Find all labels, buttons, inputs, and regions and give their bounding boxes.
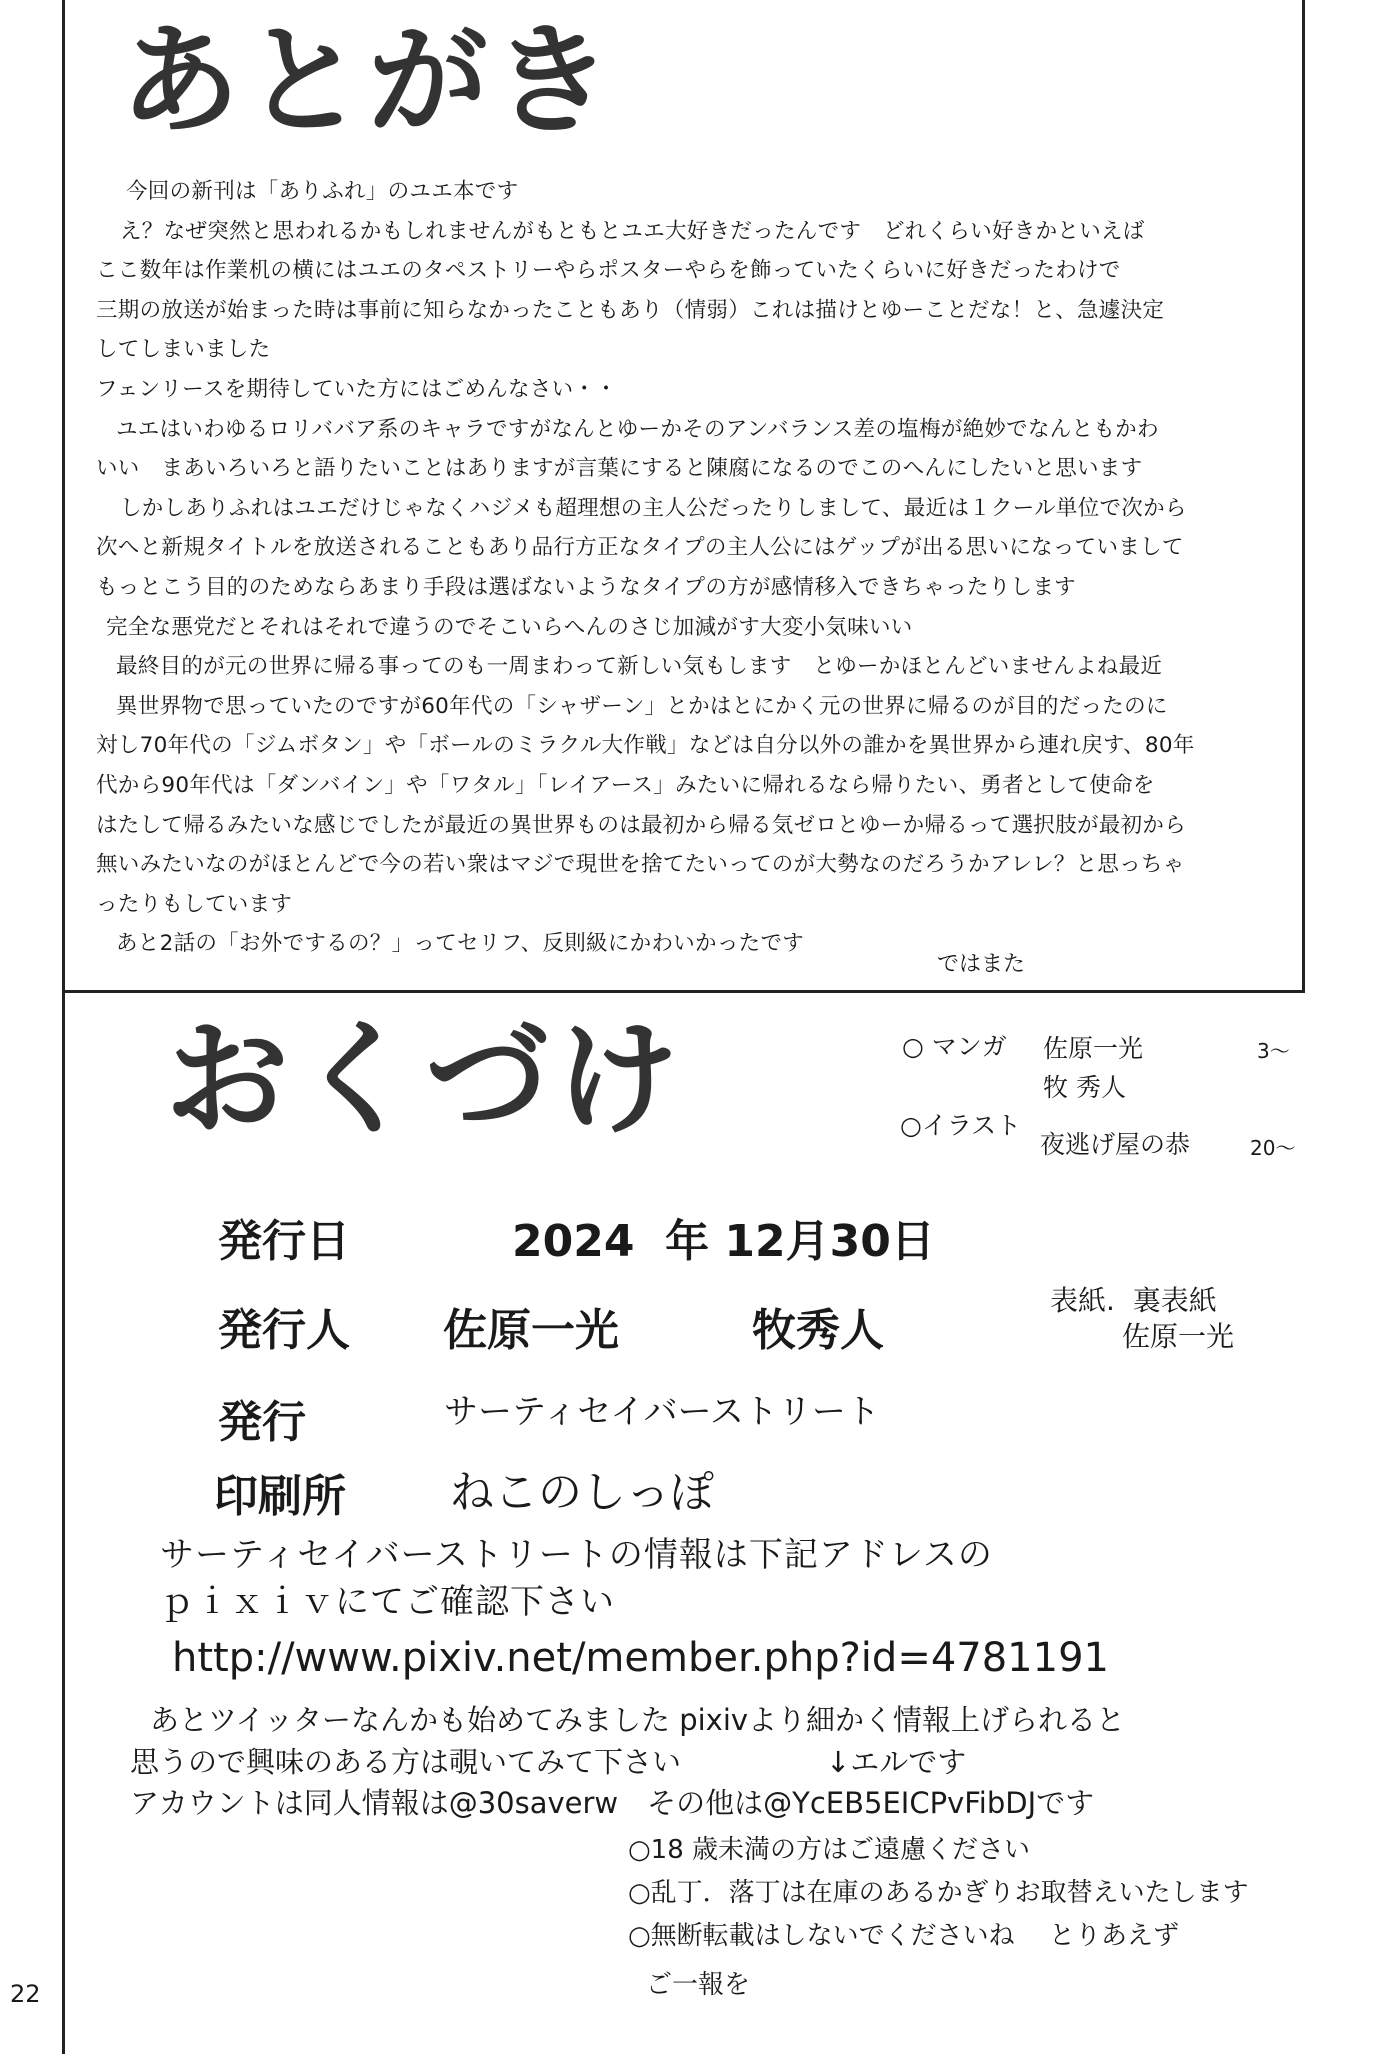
warning-line: ご一報を xyxy=(646,1970,751,2000)
credit-role-manga: ○ マンガ xyxy=(902,1032,1007,1061)
warning-line: ○18 歳未満の方はご遠慮ください xyxy=(628,1835,1031,1865)
afterword-line: 対し70年代の「ジムボタン」や「ボールのミラクル大作戦」などは自分以外の誰かを異世界から連れ戻す、80年 xyxy=(96,733,1195,759)
printer-label: 印刷所 xyxy=(214,1471,346,1522)
credit-page-range: 3～ xyxy=(1257,1039,1290,1063)
afterword-line: 三期の放送が始まった時は事前に知らなかったこともあり（情弱）これは描けとゆーことだな！と、急遽決定 xyxy=(96,297,1165,323)
sign-off: ではまた xyxy=(937,952,1026,977)
afterword-line: 次へと新規タイトルを放送されることもあり品行方正なタイプの主人公にはゲップが出る思いになっていまして xyxy=(96,535,1184,561)
cover-credit-name: 佐原一光 xyxy=(1122,1320,1235,1353)
afterword-line: フェンリースを期待していた方にはごめんなさい・・ xyxy=(96,376,618,402)
afterword-line: 無いみたいなのがほとんどで今の若い衆はマジで現世を捨てたいってのが大勢なのだろうかアレレ？と思っちゃ xyxy=(96,852,1185,878)
publisher-name: 佐原一光 xyxy=(443,1305,619,1356)
afterword-line: はたして帰るみたいな感じでしたが最近の異世界ものは最初から帰る気ゼロとゆーか帰るって選択肢が最初から xyxy=(96,812,1187,838)
afterword-body xyxy=(96,172,1296,964)
info-notice-line: ｐｉｘｉｖにてご確認下さい xyxy=(160,1582,615,1622)
afterword-line: ここ数年は作業机の横にはユエのタペストリーやらポスターやらを飾っていたくらいに好きだったわけで xyxy=(96,258,1121,284)
issuer-value: サーティセイバーストリート xyxy=(444,1392,880,1432)
twitter-line: アカウントは同人情報は@30saverw その他は@YcEB5EICPvFibDJです xyxy=(130,1786,1095,1820)
printer-value: ねこのしっぽ xyxy=(450,1467,714,1518)
afterword-line: 完全な悪党だとそれはそれで違うのでそこいらへんのさじ加減がす大変小気味いい xyxy=(106,614,913,640)
issue-date-label: 発行日 xyxy=(218,1216,350,1267)
afterword-line: いい まあいろいろと語りたいことはありますが言葉にすると陳腐になるのでこのへんにしたいと思います xyxy=(96,456,1143,482)
pixiv-url[interactable]: http://www.pixiv.net/member.php?id=4781191 xyxy=(172,1635,1109,1681)
twitter-line: あとツイッターなんかも始めてみました pixivより細かく情報上げられると xyxy=(150,1703,1126,1737)
afterword-line: しかしありふれはユエだけじゃなくハジメも超理想の主人公だったりしまして、最近は１クール単位で次から xyxy=(120,495,1187,521)
warning-line: ○無断転載はしないでくださいね とりあえず xyxy=(628,1921,1179,1951)
credit-role-illust: ○イラスト xyxy=(900,1111,1022,1140)
afterword-line: ユエはいわゆるロリババア系のキャラですがなんとゆーかそのアンバランス差の塩梅が絶妙でなんともかわ xyxy=(116,416,1159,442)
credit-name: 牧 秀人 xyxy=(1043,1073,1126,1102)
publisher-label: 発行人 xyxy=(218,1305,350,1356)
credit-page-range: 20～ xyxy=(1250,1136,1296,1160)
twitter-line: 思うので興味のある方は覗いてみて下さい ↓エルです xyxy=(130,1745,967,1779)
afterword-line: あと2話の「お外でするの？」ってセリフ、反則級にかわいかったです xyxy=(116,931,805,957)
afterword-line: もっとこう目的のためならあまり手段は選ばないようなタイプの方が感情移入できちゃったりします xyxy=(96,574,1076,600)
info-notice-line: サーティセイバーストリートの情報は下記アドレスの xyxy=(160,1535,993,1575)
section-divider xyxy=(62,990,1305,993)
afterword-line: え？なぜ突然と思われるかもしれませんがもともとユエ大好きだったんです どれくらい好きかといえば xyxy=(120,218,1145,244)
afterword-line: 今回の新刊は「ありふれ」のユエ本です xyxy=(126,179,519,204)
afterword-line: 最終目的が元の世界に帰る事ってのも一周まわって新しい気もします とゆーかほとんどいませんよね最近 xyxy=(116,654,1163,680)
cover-credit-label: 表紙. 裏表紙 xyxy=(1050,1284,1217,1317)
warning-line: ○乱丁．落丁は在庫のあるかぎりお取替えいたします xyxy=(628,1878,1249,1908)
colophon-title: おくづけ xyxy=(165,1008,686,1152)
page-frame-left xyxy=(62,0,65,2054)
afterword-line: してしまいました xyxy=(96,337,271,363)
page-number: 22 xyxy=(10,1980,41,2008)
issue-date-value: 2024 年 12月30日 xyxy=(512,1216,935,1267)
afterword-line: 代から90年代は「ダンバイン」や「ワタル」「レイアース」みたいに帰れるなら帰りたい、勇者として使命を xyxy=(96,772,1155,798)
page-frame-right xyxy=(1302,0,1305,990)
afterword-line: 異世界物で思っていたのですが60年代の「シャザーン」とかはとにかく元の世界に帰るのが目的だったのに xyxy=(116,693,1168,719)
issuer-label: 発行 xyxy=(218,1397,306,1448)
afterword-title: あとがき xyxy=(120,12,616,151)
credit-name: 夜逃げ屋の恭 xyxy=(1040,1130,1191,1159)
afterword-line: ったりもしています xyxy=(96,891,293,917)
credit-name: 佐原一光 xyxy=(1043,1034,1144,1063)
publisher-name: 牧秀人 xyxy=(752,1305,884,1356)
